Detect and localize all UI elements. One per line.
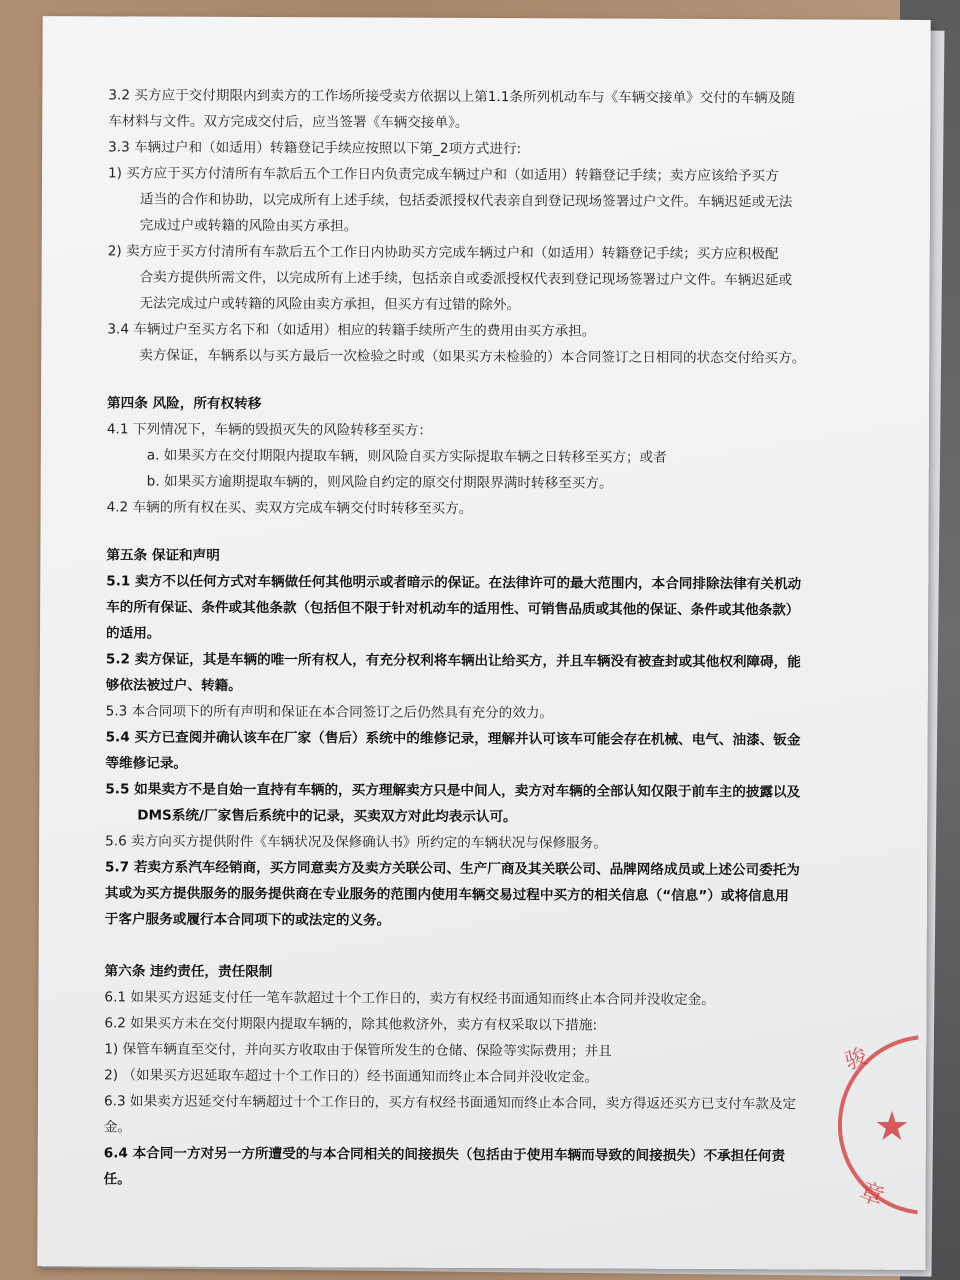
clause-4-1-a: a. 如果买方在交付期限内提取车辆，则风险自买方实际提取车辆之日转移至买方；或者 xyxy=(146,447,667,466)
clause-4-1: 4.1 下列情况下，车辆的毁损灭失的风险转移至买方： xyxy=(106,421,432,439)
clause-6-4-line2: 任。 xyxy=(103,1171,131,1188)
clause-3-3-item2-line3: 无法完成过户或转籍的风险由卖方承担，但买方有过错的除外。 xyxy=(139,295,521,314)
clause-5-1-line1: 5.1 卖方不以任何方式对车辆做任何其他明示或者暗示的保证。在法律许可的最大范围内，本合同排除法律有关机动 xyxy=(106,573,802,593)
section-6-title: 第六条 违约责任，责任限制 xyxy=(104,963,273,981)
clause-4-2: 4.2 车辆的所有权在买、卖双方完成车辆交付时转移至买方。 xyxy=(106,499,473,517)
clause-5-3: 5.3 本合同项下的所有声明和保证在本合同签订之后仍然具有充分的效力。 xyxy=(105,703,554,722)
contract-page xyxy=(37,16,930,1270)
clause-5-6: 5.6 卖方向买方提供附件《车辆状况及保修确认书》所约定的车辆状况与保修服务。 xyxy=(105,833,607,852)
clause-3-3-item2-line1: 2) 卖方应于买方付清所有车款后五个工作日内协助买方完成车辆过户和（如适用）转籍登记手续；买方应积极配 xyxy=(107,243,779,263)
clause-5-4-line2: 等维修记录。 xyxy=(105,755,188,772)
contract-text xyxy=(104,82,899,1195)
clause-6-2-item2: 2) （如果买方迟延取车超过十个工作日的）经书面通知而终止本合同并没收定金。 xyxy=(104,1067,599,1086)
clause-5-1-line2: 车的所有保证、条件或其他条款（包括但不限于针对机动车的适用性、可销售品质或其他的保证、条件或其他条款） xyxy=(106,599,800,619)
clause-4-1-b: b. 如果买方逾期提取车辆的，则风险自约定的原交付期限界满时转移至买方。 xyxy=(146,473,613,492)
section-5-title: 第五条 保证和声明 xyxy=(106,547,220,564)
clause-6-3-line2: 金。 xyxy=(103,1119,132,1136)
clause-5-2-line2: 够依法被过户、转籍。 xyxy=(105,677,242,694)
clause-3-3-item1-line3: 完成过户或转籍的风险由买方承担。 xyxy=(139,217,358,235)
clause-3-3: 3.3 车辆过户和（如适用）转籍登记手续应按照以下第_2项方式进行: xyxy=(108,139,522,158)
section-4-title: 第四条 风险，所有权转移 xyxy=(107,395,262,413)
clause-3-3-item1-line2: 适当的合作和协助，以完成所有上述手续，包括委派授权代表亲自到登记现场签署过户文件。车辆迟延或无法 xyxy=(139,191,793,211)
clause-6-4-line1: 6.4 本合同一方对另一方所遭受的与本合同相关的间接损失（包括由于使用车辆而导致的间接损失）不承担任何责 xyxy=(103,1145,786,1165)
clause-3-4-guarantee: 卖方保证，车辆系以与买方最后一次检验之时或（如果买方未检验的）本合同签订之日相同的状态交付给买方。 xyxy=(139,347,806,367)
clause-6-3-line1: 6.3 如果卖方迟延交付车辆超过十个工作日的，买方有权经书面通知而终止本合同，卖方得返还买方已支付车款及定 xyxy=(103,1093,797,1113)
clause-5-7-line1: 5.7 若卖方系汽车经销商，买方同意卖方及卖方关联公司、生产厂商及其关联公司、品牌网络成员或上述公司委托为 xyxy=(104,859,800,879)
seal-char-4: 章 xyxy=(855,1176,888,1212)
clause-5-5-line1: 5.5 如果卖方不是自始一直持有车辆的，买方理解卖方只是中间人，卖方对车辆的全部认知仅限于前车主的披露以及 xyxy=(105,781,801,801)
clause-5-2-line1: 5.2 卖方保证，其是车辆的唯一所有权人，有充分权利将车辆出让给买方，并且车辆没有被查封或其他权利障碍，能 xyxy=(105,651,801,671)
clause-6-2: 6.2 如果买方未在交付期限内提取车辆的，除其他救济外，卖方有权采取以下措施: xyxy=(104,1015,598,1034)
clause-6-1: 6.1 如果买方迟延支付任一笔车款超过十个工作日的，卖方有权经书面通知而终止本合同并没收定金。 xyxy=(104,989,715,1009)
seal-char-1: 骏 xyxy=(841,1044,871,1076)
clause-3-3-item2-line2: 合卖方提供所需文件，以完成所有上述手续，包括亲自或委派授权代表到登记现场签署过户文件。车辆迟延或 xyxy=(139,269,793,289)
clause-5-5-line2: DMS系统/厂家售后系统中的记录，买卖双方对此均表示认可。 xyxy=(137,807,517,826)
seal-star-icon: ★ xyxy=(873,1103,910,1150)
clause-3-3-item1-line1: 1) 买方应于买方付清所有车款后五个工作日内负责完成车辆过户和（如适用）转籍登记手续；卖方应该给予买方 xyxy=(108,165,779,185)
clause-3-4: 3.4 车辆过户至买方名下和（如适用）相应的转籍手续所产生的费用由买方承担。 xyxy=(107,321,596,340)
clause-6-2-item1: 1) 保管车辆直至交付，并向买方收取由于保管所发生的仓储、保险等实际费用；并且 xyxy=(104,1041,612,1060)
clause-3-2-line1: 3.2 买方应于交付期限内到卖方的工作场所接受卖方依据以上第1.1条所列机动车与《车辆交接单》交付的车辆及随 xyxy=(108,87,795,107)
clause-3-2-line2: 车材料与文件。双方完成交付后，应当签署《车辆交接单》。 xyxy=(108,113,469,131)
clause-5-7-line3: 于客户服务或履行本合同项下的或法定的义务。 xyxy=(104,911,391,929)
clause-5-1-line3: 的适用。 xyxy=(106,625,161,642)
clause-5-4-line1: 5.4 买方已查阅并确认该车在厂家（售后）系统中的维修记录，理解并认可该车可能会存在机械、电气、油漆、钣金 xyxy=(105,729,801,749)
clause-5-7-line2: 其或为买方提供服务的服务提供商在专业服务的范围内使用车辆交易过程中买方的相关信息（“信息”）或将信息用 xyxy=(104,885,789,905)
